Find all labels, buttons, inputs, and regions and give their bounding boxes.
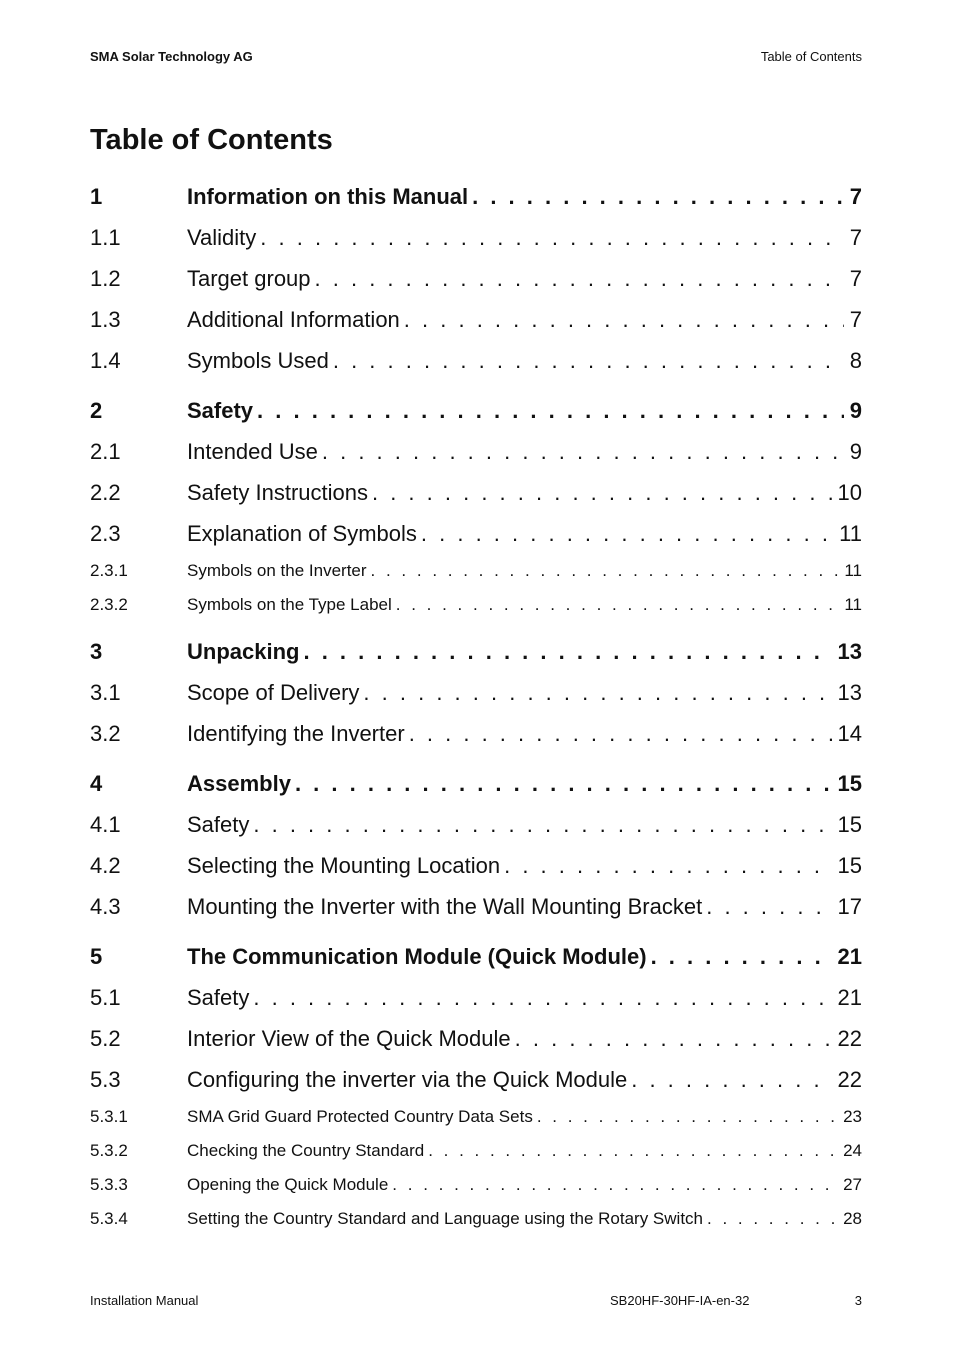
toc-entry-title: SMA Grid Guard Protected Country Data Sets (187, 1107, 533, 1126)
toc-entry-number: 2.3.2 (90, 595, 128, 614)
toc-entry[interactable] (90, 763, 862, 804)
toc-entry[interactable] (90, 631, 862, 672)
toc-entry-number: 5.3.4 (90, 1209, 128, 1228)
toc-dot-leader (372, 472, 832, 513)
toc-entry-title: Unpacking (187, 639, 300, 664)
toc-entry-page: 17 (837, 894, 862, 919)
toc-entry-number: 2.3 (90, 521, 121, 546)
toc-entry-number: 4.1 (90, 812, 121, 837)
toc-entry-number: 2 (90, 398, 103, 423)
toc-entry-page: 7 (849, 307, 862, 332)
toc-entry-page: 11 (839, 521, 862, 546)
toc-dot-leader (322, 431, 844, 472)
toc-entry-page: 11 (844, 561, 862, 580)
toc-dot-leader (707, 1202, 837, 1236)
toc-dot-leader (409, 713, 832, 754)
toc-entry-title: Additional Information (187, 307, 400, 332)
toc-entry-title: Target group (187, 266, 311, 291)
toc-entry-page: 23 (843, 1107, 862, 1126)
toc-entry-title: Mounting the Inverter with the Wall Mounting Bracket (187, 894, 703, 919)
footer-page-number: 3 (854, 1293, 862, 1308)
toc-entry[interactable] (90, 390, 862, 431)
toc-entry[interactable] (90, 1134, 862, 1168)
toc-entry[interactable] (90, 299, 862, 340)
toc-entry-page: 22 (837, 1067, 862, 1092)
toc-entry-page: 21 (837, 985, 862, 1010)
toc-entry-title: Symbols Used (187, 348, 329, 373)
toc-entry[interactable] (90, 713, 862, 754)
footer-doc-code: SB20HF-30HF-IA-en-32 (610, 1293, 750, 1308)
toc-entry[interactable] (90, 672, 862, 713)
toc-dot-leader (404, 299, 844, 340)
toc-dot-leader (257, 390, 844, 431)
toc-entry-title: Safety (187, 812, 250, 837)
toc-entry-number: 5.2 (90, 1026, 121, 1051)
toc-entry-page: 15 (837, 812, 862, 837)
toc-entry-title: Information on this Manual (187, 184, 469, 209)
toc-entry-number: 5.3.2 (90, 1141, 128, 1160)
toc-entry-number: 3.2 (90, 721, 121, 746)
toc-dot-leader (260, 217, 843, 258)
toc-entry-page: 14 (837, 721, 862, 746)
footer-doc-type: Installation Manual (90, 1293, 199, 1308)
toc-dot-leader (303, 631, 831, 672)
toc-entry-title: Safety (187, 985, 250, 1010)
toc-entry-title: Intended Use (187, 439, 318, 464)
header-section: Table of Contents (760, 49, 862, 64)
toc-dot-leader (504, 845, 831, 886)
toc-entry[interactable] (90, 554, 862, 588)
toc-entry-number: 1.2 (90, 266, 121, 291)
toc-entry[interactable] (90, 588, 862, 622)
toc-entry-number: 1.1 (90, 225, 121, 250)
toc-dot-leader (428, 1134, 837, 1168)
toc-entry[interactable] (90, 1202, 862, 1236)
toc-entry[interactable] (90, 513, 862, 554)
toc-dot-leader (295, 763, 832, 804)
toc-entry-page: 24 (843, 1141, 862, 1160)
toc-entry-number: 5 (90, 944, 103, 969)
toc-dot-leader (537, 1100, 837, 1134)
toc-entry-page: 15 (837, 771, 862, 796)
toc-entry-title: Symbols on the Type Label (187, 595, 392, 614)
toc-entry-title: The Communication Module (Quick Module) (187, 944, 647, 969)
toc-entry-title: Assembly (187, 771, 291, 796)
toc-dot-leader (706, 886, 831, 927)
toc-entry-page: 11 (844, 595, 862, 614)
toc-entry-page: 7 (849, 184, 862, 209)
toc-entry-number: 3.1 (90, 680, 121, 705)
toc-entry-number: 5.1 (90, 985, 121, 1010)
toc-entry-number: 4.3 (90, 894, 121, 919)
toc-entry-page: 13 (837, 680, 862, 705)
toc-dot-leader (515, 1018, 832, 1059)
toc-entry[interactable] (90, 845, 862, 886)
toc-dot-leader (631, 1059, 831, 1100)
page-title: Table of Contents (90, 124, 333, 156)
toc-entry-title: Identifying the Inverter (187, 721, 405, 746)
toc-entry[interactable] (90, 936, 862, 977)
toc-entry-page: 28 (843, 1209, 862, 1228)
toc-entry[interactable] (90, 217, 862, 258)
toc-entry-title: Explanation of Symbols (187, 521, 417, 546)
toc-dot-leader (421, 513, 833, 554)
toc-entry-page: 13 (837, 639, 862, 664)
toc-entry[interactable] (90, 472, 862, 513)
toc-entry-title: Selecting the Mounting Location (187, 853, 501, 878)
toc-entry-title: Validity (187, 225, 257, 250)
toc-entry[interactable] (90, 1018, 862, 1059)
toc-entry[interactable] (90, 258, 862, 299)
toc-entry-number: 5.3 (90, 1067, 121, 1092)
toc-dot-leader (396, 588, 839, 622)
toc-entry-title: Checking the Country Standard (187, 1141, 425, 1160)
toc-entry-page: 7 (849, 225, 862, 250)
toc-entry-title: Configuring the inverter via the Quick Module (187, 1067, 628, 1092)
toc-entry[interactable] (90, 176, 862, 217)
toc-entry-page: 8 (849, 348, 862, 373)
toc-entry-page: 21 (837, 944, 862, 969)
toc-dot-leader (253, 804, 831, 845)
toc-entry-number: 5.3.3 (90, 1175, 128, 1194)
toc-entry-page: 10 (837, 480, 862, 505)
toc-entry[interactable] (90, 886, 862, 927)
table-of-contents (90, 176, 862, 1236)
toc-entry-number: 2.2 (90, 480, 121, 505)
toc-entry-page: 27 (843, 1175, 862, 1194)
toc-entry-title: Safety Instructions (187, 480, 368, 505)
toc-entry-number: 5.3.1 (90, 1107, 128, 1126)
toc-entry[interactable] (90, 977, 862, 1018)
toc-entry-title: Safety (187, 398, 254, 423)
toc-entry[interactable] (90, 1168, 862, 1202)
toc-entry-title: Opening the Quick Module (187, 1175, 389, 1194)
toc-dot-leader (253, 977, 831, 1018)
toc-entry-number: 1.4 (90, 348, 121, 373)
header-company: SMA Solar Technology AG (90, 49, 253, 64)
toc-entry[interactable] (90, 431, 862, 472)
toc-entry-number: 1 (90, 184, 103, 209)
toc-entry-page: 7 (849, 266, 862, 291)
toc-entry[interactable] (90, 1059, 862, 1100)
toc-dot-leader (651, 936, 832, 977)
toc-entry-title: Symbols on the Inverter (187, 561, 367, 580)
toc-dot-leader (371, 554, 839, 588)
toc-entry-title: Interior View of the Quick Module (187, 1026, 511, 1051)
toc-entry-page: 9 (849, 398, 862, 423)
toc-entry-title: Scope of Delivery (187, 680, 360, 705)
toc-entry[interactable] (90, 804, 862, 845)
toc-entry-number: 4.2 (90, 853, 121, 878)
toc-dot-leader (472, 176, 844, 217)
toc-entry-number: 3 (90, 639, 103, 664)
toc-dot-leader (315, 258, 844, 299)
toc-entry-number: 2.1 (90, 439, 121, 464)
toc-dot-leader (392, 1168, 837, 1202)
toc-entry[interactable] (90, 1100, 862, 1134)
toc-dot-leader (363, 672, 831, 713)
toc-entry[interactable] (90, 340, 862, 381)
toc-entry-title: Setting the Country Standard and Language using the Rotary Switch (187, 1209, 704, 1228)
toc-entry-number: 1.3 (90, 307, 121, 332)
toc-entry-page: 9 (849, 439, 862, 464)
toc-dot-leader (333, 340, 844, 381)
toc-entry-page: 15 (837, 853, 862, 878)
toc-entry-number: 4 (90, 771, 103, 796)
toc-entry-page: 22 (837, 1026, 862, 1051)
toc-entry-number: 2.3.1 (90, 561, 128, 580)
